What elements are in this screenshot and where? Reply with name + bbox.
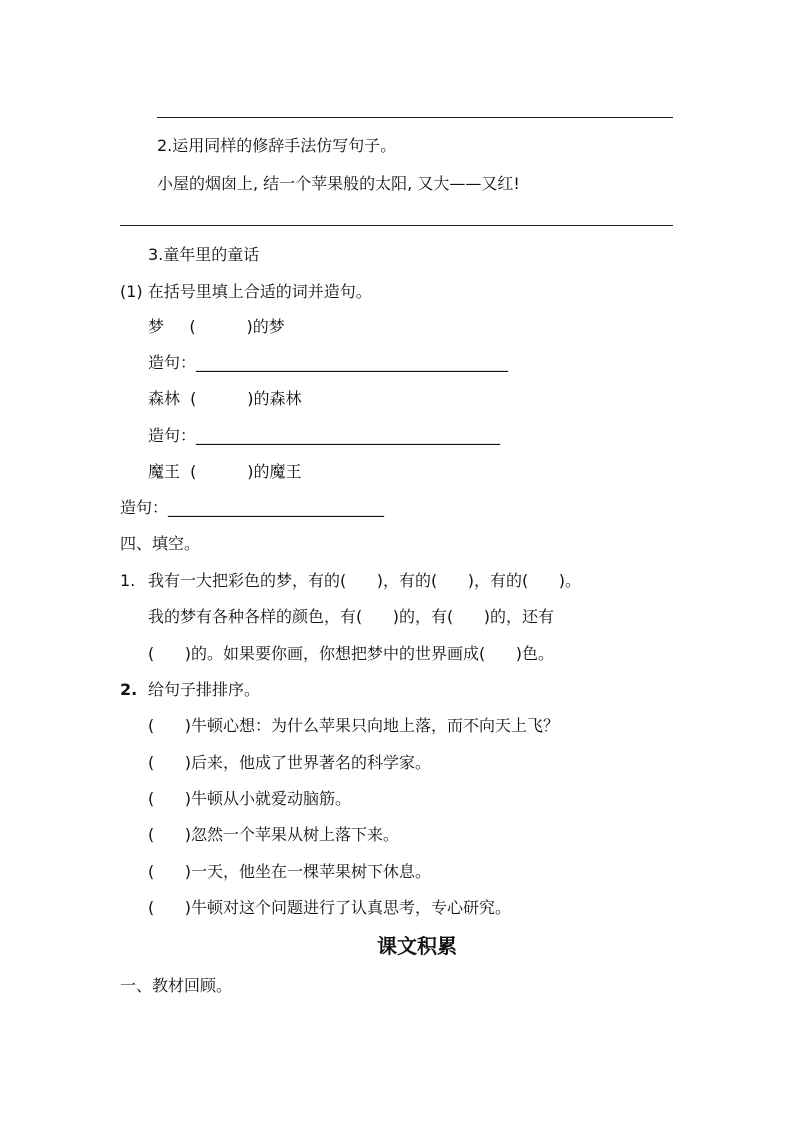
q2-title: 2.运用同样的修辞手法仿写句子。 bbox=[157, 136, 397, 155]
answer-line-2 bbox=[120, 225, 673, 226]
order-item-4: ( )忽然一个苹果从树上落下来。 bbox=[148, 825, 400, 844]
item-dream-sentence: 造句：_______________________________________ bbox=[148, 353, 509, 372]
item-forest-sentence: 造句：______________________________________ bbox=[148, 426, 501, 445]
sec4-q1-number: 1. bbox=[120, 571, 136, 590]
item-demon-sentence: 造句：___________________________ bbox=[120, 498, 385, 517]
item-demon-label: 魔王 ( )的魔王 bbox=[148, 462, 302, 481]
order-item-6: ( )牛顿对这个问题进行了认真思考，专心研究。 bbox=[148, 898, 512, 917]
order-item-5: ( )一天，他坐在一棵苹果树下休息。 bbox=[148, 862, 432, 881]
sec4-q1-line-3: ( )的。如果要你画，你想把梦中的世界画成( )色。 bbox=[148, 644, 555, 663]
sec4-q1-line-2: 我的梦有各种各样的颜色，有( )的，有( )的，还有 bbox=[148, 607, 555, 626]
item-forest-label: 森林 ( )的森林 bbox=[148, 389, 302, 408]
order-item-3: ( )牛顿从小就爱动脑筋。 bbox=[148, 789, 352, 808]
sec4-title: 四、填空。 bbox=[120, 534, 201, 553]
item-dream-label: 梦 ( )的梦 bbox=[148, 317, 285, 336]
q3-sub1: (1) 在括号里填上合适的词并造句。 bbox=[120, 282, 372, 301]
sec1-title: 一、教材回顾。 bbox=[120, 976, 233, 995]
section-heading: 课文积累 bbox=[377, 934, 457, 958]
sec4-q1-line-1: 我有一大把彩色的梦，有的( )，有的( )，有的( )。 bbox=[148, 571, 582, 590]
q2-example: 小屋的烟囱上, 结一个苹果般的太阳, 又大——又红! bbox=[157, 174, 520, 193]
order-item-2: ( )后来，他成了世界著名的科学家。 bbox=[148, 753, 432, 772]
sec4-q2-number: 2. bbox=[120, 680, 138, 699]
order-item-1: ( )牛顿心想：为什么苹果只向地上落，而不向天上飞？ bbox=[148, 716, 560, 735]
sec4-q2-title: 给句子排排序。 bbox=[148, 680, 261, 699]
answer-line-1 bbox=[157, 117, 673, 118]
q3-title: 3.童年里的童话 bbox=[148, 245, 260, 264]
